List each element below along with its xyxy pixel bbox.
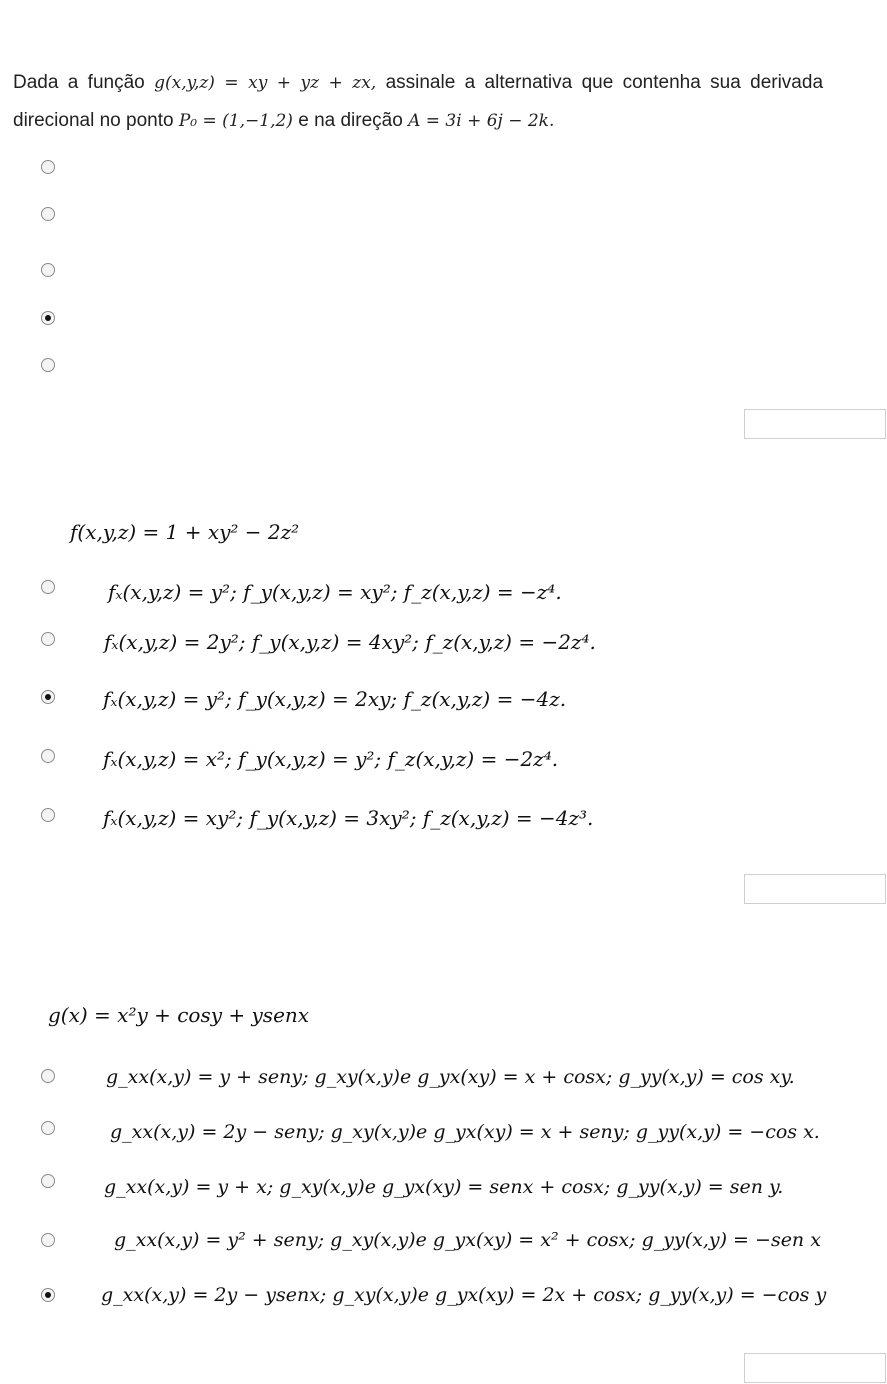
- q3-stem: g(x) = x²y + cosy + ysenx: [48, 1003, 310, 1027]
- q2-option-3-radio[interactable]: [41, 690, 55, 704]
- q3-option-3-radio[interactable]: [41, 1174, 55, 1188]
- q2-option-4-radio[interactable]: [41, 749, 55, 763]
- q3-option-2-radio[interactable]: [41, 1121, 55, 1135]
- q3-option-3-label: g_xx(x,y) = y + x; g_xy(x,y)e g_yx(xy) = senx + cosx; g_yy(x,y) = sen y.: [104, 1176, 784, 1198]
- q1-option-1-radio[interactable]: [41, 160, 55, 174]
- q3-option-4-label: g_xx(x,y) = y² + seny; g_xy(x,y)e g_yx(xy) = x² + cosx; g_yy(x,y) = −sen x: [114, 1229, 821, 1251]
- q2-option-2-radio[interactable]: [41, 632, 55, 646]
- q2-option-4-label: fₓ(x,y,z) = x²; f_y(x,y,z) = y²; f_z(x,y,z) = −2z⁴.: [103, 747, 559, 771]
- q2-option-1-radio[interactable]: [41, 580, 55, 594]
- q3-option-1-radio[interactable]: [41, 1069, 55, 1083]
- question-1-text: [13, 64, 823, 140]
- q3-option-1-label: g_xx(x,y) = y + seny; g_xy(x,y)e g_yx(xy) = x + cosx; g_yy(x,y) = cos xy.: [106, 1066, 795, 1088]
- q1-text-mid: e na direção: [298, 110, 403, 131]
- q1-answer-box[interactable]: [744, 409, 886, 439]
- q1-point: P₀ = (1,−1,2): [178, 111, 293, 131]
- q3-answer-box[interactable]: [744, 1353, 886, 1383]
- q1-option-5-radio[interactable]: [41, 358, 55, 372]
- q1-option-2-radio[interactable]: [41, 207, 55, 221]
- q1-option-4-radio[interactable]: [41, 311, 55, 325]
- q2-option-3-label: fₓ(x,y,z) = y²; f_y(x,y,z) = 2xy; f_z(x,y,z) = −4z.: [103, 687, 567, 711]
- q2-option-5-radio[interactable]: [41, 808, 55, 822]
- q1-direction: A = 3i + 6j − 2k.: [408, 111, 555, 131]
- q3-option-5-label: g_xx(x,y) = 2y − ysenx; g_xy(x,y)e g_yx(xy) = 2x + cosx; g_yy(x,y) = −cos y: [101, 1284, 827, 1306]
- q3-option-4-radio[interactable]: [41, 1233, 55, 1247]
- q2-answer-box[interactable]: [744, 874, 886, 904]
- q2-option-1-label: fₓ(x,y,z) = y²; f_y(x,y,z) = xy²; f_z(x,y,z) = −z⁴.: [108, 580, 562, 604]
- q2-stem: f(x,y,z) = 1 + xy² − 2z²: [70, 520, 300, 544]
- q1-function: g(x,y,z) = xy + yz + zx,: [154, 73, 377, 93]
- q1-text-before: Dada a função: [13, 72, 145, 93]
- q3-option-2-label: g_xx(x,y) = 2y − seny; g_xy(x,y)e g_yx(xy) = x + seny; g_yy(x,y) = −cos x.: [110, 1121, 820, 1143]
- q3-option-5-radio[interactable]: [41, 1288, 55, 1302]
- q1-option-3-radio[interactable]: [41, 263, 55, 277]
- q2-option-2-label: fₓ(x,y,z) = 2y²; f_y(x,y,z) = 4xy²; f_z(x,y,z) = −2z⁴.: [104, 630, 596, 654]
- q1-text-after: assinale a alternativa que contenha sua derivada direcional no ponto: [13, 72, 824, 131]
- q2-option-5-label: fₓ(x,y,z) = xy²; f_y(x,y,z) = 3xy²; f_z(x,y,z) = −4z³.: [103, 806, 594, 830]
